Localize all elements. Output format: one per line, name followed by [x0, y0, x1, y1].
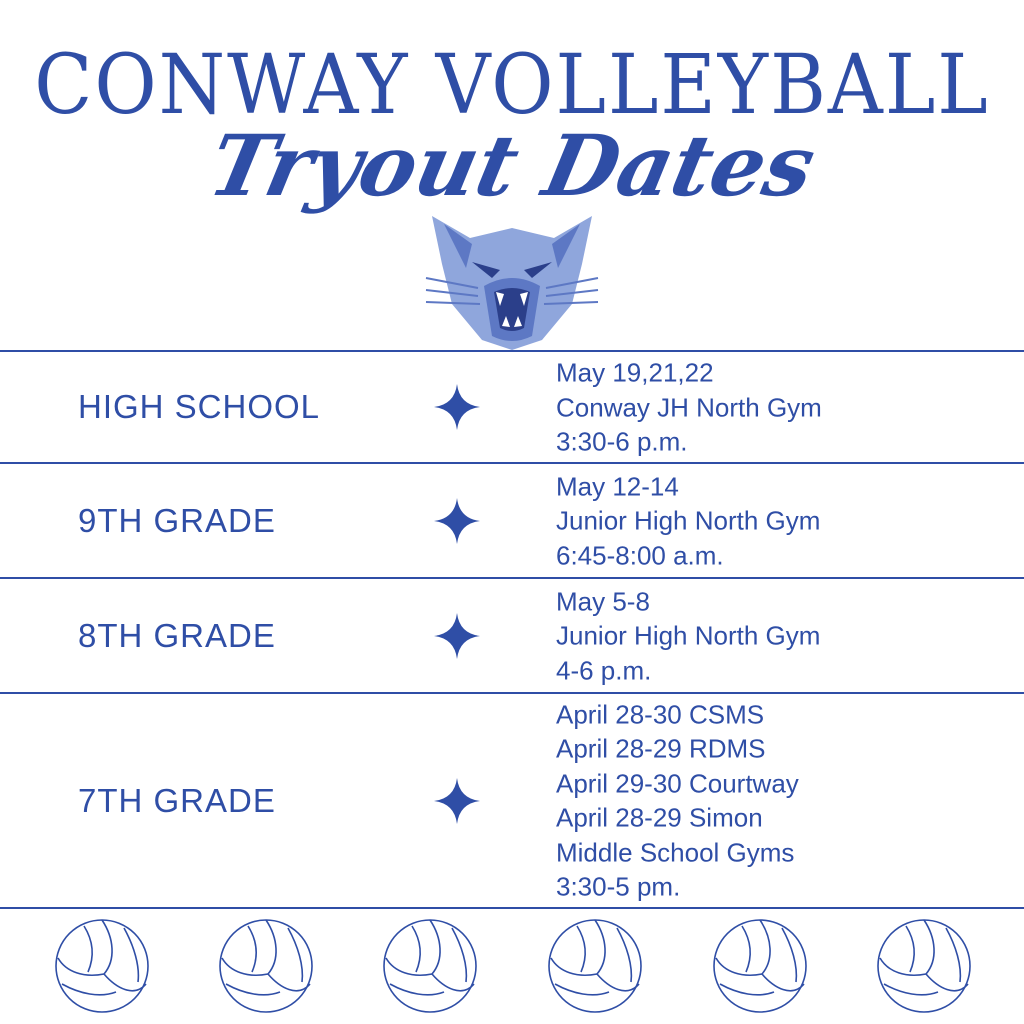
- tryout-time: 6:45-8:00 a.m.: [556, 539, 724, 570]
- tryout-location: Conway JH North Gym: [556, 391, 822, 422]
- volleyball-icon: [54, 918, 150, 1014]
- tryout-time: 4-6 p.m.: [556, 654, 652, 685]
- tryout-date: April 28-29 RDMS: [556, 733, 766, 764]
- tryout-date: April 28-29 Simon: [556, 802, 763, 833]
- volleyball-icon: [218, 918, 314, 1014]
- tryout-date: May 19,21,22: [556, 357, 714, 388]
- tryout-location: Junior High North Gym: [556, 505, 821, 536]
- tryout-details: [556, 697, 799, 904]
- table-divider: [0, 907, 1024, 909]
- tryout-date: May 5-8: [556, 585, 650, 616]
- schedule-row-7th-grade: [0, 694, 1024, 907]
- four-point-star-icon: [434, 498, 480, 544]
- volleyball-icon: [876, 918, 972, 1014]
- grade-label: HIGH SCHOOL: [78, 388, 321, 425]
- tryout-details: [556, 584, 820, 688]
- page-subtitle: Tryout Dates: [200, 116, 824, 215]
- schedule-row-9th-grade: [0, 464, 1024, 577]
- grade-label: 8TH GRADE: [78, 616, 276, 654]
- tryout-time: 3:30-6 p.m.: [556, 426, 688, 457]
- tryout-time: 3:30-5 pm.: [556, 871, 681, 902]
- wildcat-mascot-icon: [422, 208, 602, 350]
- volleyball-icon: [382, 918, 478, 1014]
- four-point-star-icon: [434, 384, 480, 430]
- schedule-row-high-school: [0, 352, 1024, 462]
- tryout-date: May 12-14: [556, 470, 679, 501]
- tryout-date: April 29-30 Courtway: [556, 768, 799, 798]
- tryout-location: Junior High North Gym: [556, 620, 821, 651]
- four-point-star-icon: [434, 613, 480, 659]
- grade-label: 9TH GRADE: [78, 501, 276, 539]
- tryout-date: April 28-30 CSMS: [556, 699, 765, 729]
- volleyball-icon: [712, 918, 808, 1014]
- volleyball-row: [0, 918, 1024, 1024]
- tryout-location: Middle School Gyms: [556, 837, 795, 867]
- volleyball-icon: [547, 918, 643, 1014]
- tryout-details: [556, 355, 822, 459]
- schedule-row-8th-grade: [0, 579, 1024, 692]
- grade-label: 7TH GRADE: [78, 781, 276, 819]
- tryout-details: [556, 469, 820, 573]
- page-title: CONWAY VOLLEYBALL: [34, 36, 990, 133]
- four-point-star-icon: [434, 778, 480, 824]
